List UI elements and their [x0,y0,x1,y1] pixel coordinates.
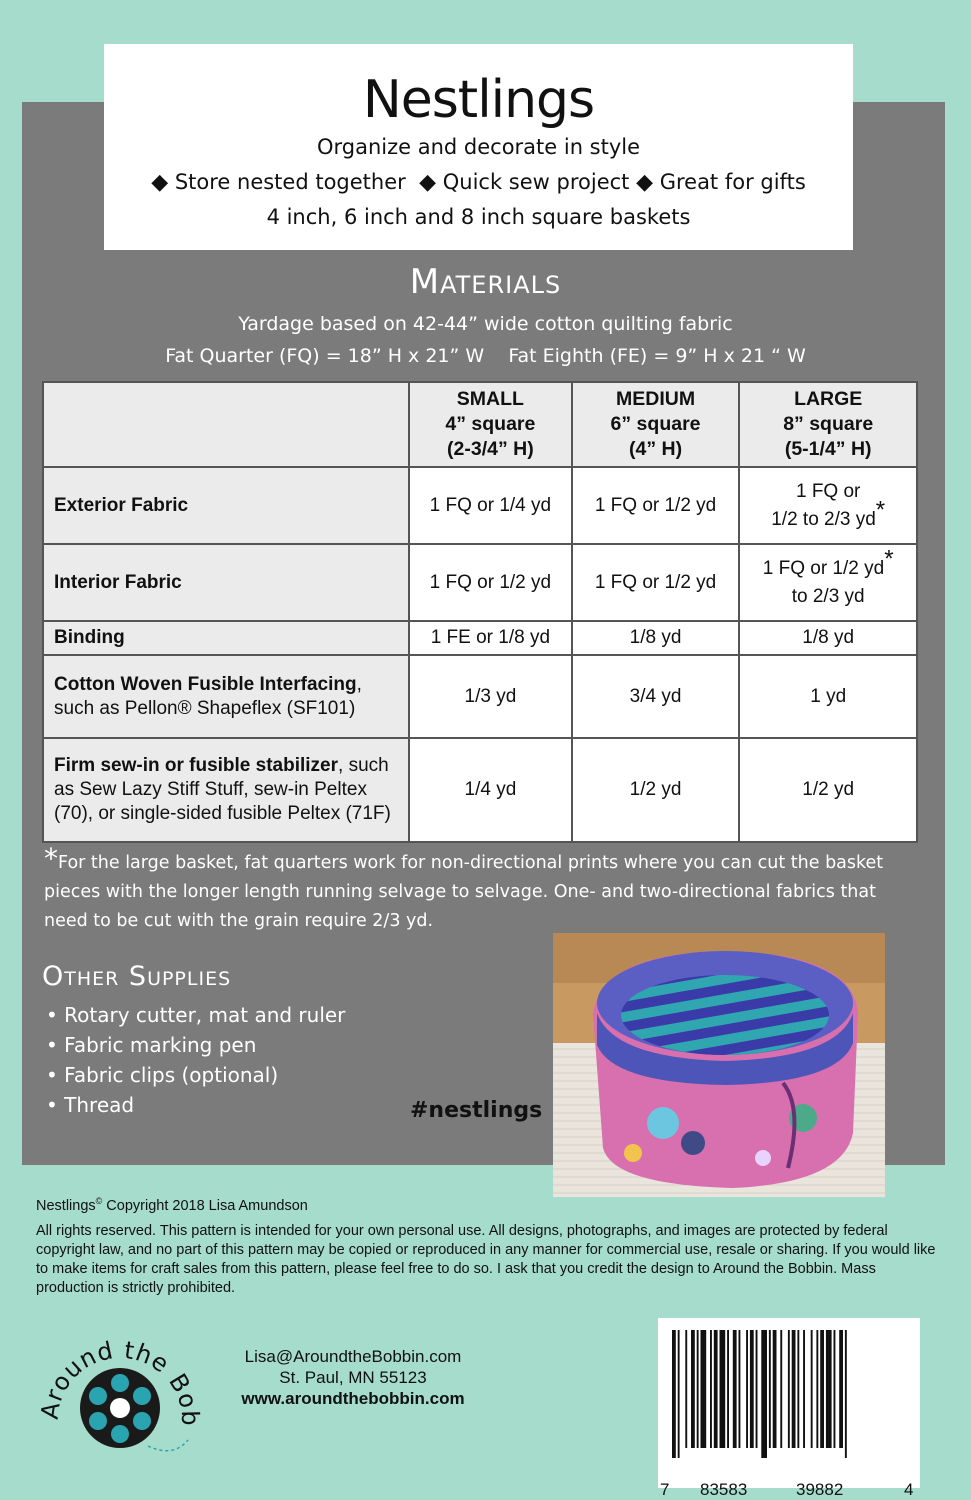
cell-small: 1 FQ or 1/4 yd [409,467,572,544]
supplies-list [46,1000,345,1120]
row-label: Binding [43,621,409,655]
barcode-bar [710,1330,712,1448]
barcode-bar [750,1330,754,1448]
table-row [43,544,917,621]
cell-small: 1/4 yd [409,738,572,842]
pattern-title: Nestlings [362,70,595,130]
column-header-small: SMALL 4” square (2-3/4” H) [409,382,572,467]
column-header-large: LARGE 8” square (5-1/4” H) [739,382,917,467]
column-header-medium: MEDIUM 6” square (4” H) [572,382,740,467]
barcode-digit: 39882 [796,1480,844,1499]
copyright-line: Nestlings© Copyright 2018 Lisa Amundson [36,1196,308,1214]
contact-info [218,1346,488,1409]
table-row [43,738,917,842]
list-item: • Rotary cutter, mat and ruler [46,1000,345,1030]
basket-photo [553,933,885,1197]
header-blank-cell [43,382,409,467]
bobbin-icon [28,1308,208,1478]
barcode-bars [658,1318,920,1458]
barcode-bar [761,1330,767,1458]
barcode-bar [816,1330,818,1448]
cell-large: 1 yd [739,655,917,738]
title-card [104,44,853,250]
table-row [43,655,917,738]
row-label: Cotton Woven Fusible Interfacing, such as Pellon® Shapeflex (SF101) [43,655,409,738]
barcode-bar [701,1330,707,1448]
copyright-notice [36,1192,936,1298]
svg-text:Around the Bobbin: Around the Bob [35,1336,205,1427]
barcode-bar [792,1330,796,1448]
barcode-digit: 7 [660,1480,670,1499]
cell-small: 1 FE or 1/8 yd [409,621,572,655]
barcode-bar [691,1330,695,1448]
materials-heading: Materials [409,262,562,302]
asterisk-mark: * [875,496,886,524]
barcode-bar [727,1330,729,1448]
cell-small: 1/3 yd [409,655,572,738]
barcode-bar [720,1330,726,1448]
tagline: Organize and decorate in style [316,135,641,159]
cell-medium: 1 FQ or 1/2 yd [572,544,740,621]
barcode-bar [714,1330,718,1448]
table-row [43,621,917,655]
materials-table [42,381,918,843]
cell-medium: 1 FQ or 1/2 yd [572,467,740,544]
footnote-asterisk: * [44,842,58,875]
barcode-bar [756,1330,758,1448]
cell-large: 1 FQ or 1/2 to 2/3 yd* [739,467,917,544]
table-row [43,467,917,544]
diamond-bullet-icon: ◆ [419,170,437,195]
location: St. Paul, MN 55123 [279,1368,427,1387]
email-link[interactable]: Lisa@AroundtheBobbin.com [244,1347,462,1366]
barcode-bar [685,1330,687,1448]
list-item: • Fabric clips (optional) [46,1060,345,1090]
barcode [658,1318,920,1499]
barcode-bar [733,1330,737,1448]
website-link[interactable]: www.aroundthebobbin.com [241,1389,465,1408]
barcode-bar [739,1330,741,1448]
cell-large: 1/8 yd [739,621,917,655]
diamond-bullet-icon: ◆ [636,170,654,195]
barcode-bar [811,1330,813,1448]
barcode-bar [820,1330,824,1448]
feature-item: Quick sew project [442,170,630,194]
list-item: • Fabric marking pen [46,1030,345,1060]
barcode-bar [678,1330,680,1458]
fat-quarter-note: Fat Quarter (FQ) = 18” H x 21” W Fat Eighth (FE) = 9” H x 21 “ W [165,345,806,367]
feature-item: Store nested together [174,170,406,194]
rights-statement: All rights reserved. This pattern is intended for your own personal use. All designs, photographs, and images are protected by federal copyright law, and no part of this pattern may be copied or reproduced in any manner for commercial use, resale or sharing. If you would like to make items for craft sales from this pattern, please feel free to do so. I ask that you credit the design to Around the Bobbin. Mass production is strictly prohibited. [36,1222,936,1296]
yardage-note: Yardage based on 42-44” wide cotton quilting fabric [238,313,733,335]
feature-list [104,165,853,200]
cell-large: 1/2 yd [739,738,917,842]
row-label: Firm sew-in or fusible stabilizer, such as Sew Lazy Stiff Stuff, sew-in Peltex (70), or single-sided fusible Peltex (71F) [43,738,409,842]
barcode-bar [788,1330,790,1448]
row-label: Exterior Fabric [43,467,409,544]
barcode-bar [797,1330,799,1448]
cell-large: 1 FQ or 1/2 yd* to 2/3 yd [739,544,917,621]
barcode-bar [672,1330,676,1458]
cell-medium: 3/4 yd [572,655,740,738]
barcode-bar [826,1330,832,1448]
barcode-bar [803,1330,805,1448]
sizes-line: 4 inch, 6 inch and 8 inch square baskets [266,205,691,229]
barcode-bar [780,1330,782,1448]
barcode-bar [839,1330,843,1448]
around-the-bobbin-logo [28,1308,208,1478]
barcode-digit: 4 [904,1480,914,1499]
barcode-bar [773,1330,777,1448]
cell-medium: 1/8 yd [572,621,740,655]
basket-image [553,933,885,1197]
feature-item: Great for gifts [659,170,806,194]
barcode-bar [834,1330,836,1448]
barcode-bar [769,1330,771,1448]
table-header-row [43,382,917,467]
other-supplies-heading: Other Supplies [42,961,232,992]
barcode-bar [746,1330,748,1448]
cell-medium: 1/2 yd [572,738,740,842]
diamond-bullet-icon: ◆ [151,170,169,195]
list-item: • Thread [46,1090,345,1120]
asterisk-mark: * [884,545,894,573]
row-label: Interior Fabric [43,544,409,621]
large-basket-footnote: *For the large basket, fat quarters work for non-directional prints where you can cut the basket pieces with the longer length running selvage to selvage. One- and two-directional fabrics that need to be cut with the grain require 2/3 yd. [44,842,884,931]
cell-small: 1 FQ or 1/2 yd [409,544,572,621]
barcode-bar [697,1330,699,1448]
barcode-bar [845,1330,847,1458]
barcode-digit: 83583 [700,1480,748,1499]
hashtag: #nestlings [410,1098,543,1123]
